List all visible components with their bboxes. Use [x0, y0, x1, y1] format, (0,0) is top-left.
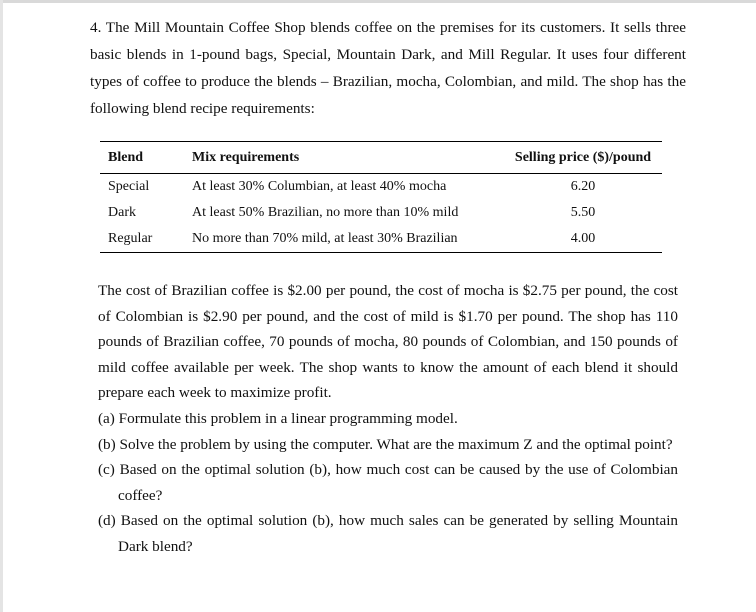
- left-border: [0, 0, 3, 612]
- question-text: Formulate this problem in a linear programming model.: [118, 409, 458, 427]
- question-d: [98, 508, 678, 559]
- header-blend: Blend: [108, 149, 144, 165]
- intro-paragraph: [90, 14, 686, 122]
- cell-blend: Special: [108, 179, 150, 194]
- table-row: [100, 200, 662, 226]
- cell-price: 6.20: [570, 179, 596, 194]
- cell-mix: No more than 70% mild, at least 30% Brazilian: [192, 231, 458, 246]
- question-label: (b): [98, 435, 116, 453]
- question-label: (d): [98, 512, 116, 530]
- question-text: Based on the optimal solution (b), how much cost can be caused by the use of Colombian coffee?: [118, 461, 679, 504]
- question-c: [98, 457, 678, 508]
- header-selling-price: Selling price ($)/pound: [514, 149, 652, 165]
- table-row: [100, 174, 662, 201]
- table-header-row: [100, 142, 662, 174]
- cell-price: 5.50: [570, 205, 596, 220]
- problem-body: [98, 278, 678, 560]
- blend-table: [100, 141, 662, 253]
- top-border: [0, 0, 756, 3]
- cell-mix: At least 50% Brazilian, no more than 10% mild: [192, 205, 459, 220]
- problem-intro: [90, 14, 686, 122]
- table-row: [100, 226, 662, 253]
- question-text: Based on the optimal solution (b), how much sales can be generated by selling Mountain Dark blend?: [118, 512, 679, 555]
- problem-number: 4.: [90, 19, 102, 36]
- question-b: [98, 432, 678, 458]
- question-label: (c): [98, 461, 115, 479]
- cell-price: 4.00: [570, 231, 596, 246]
- cell-blend: Regular: [108, 231, 153, 246]
- cost-paragraph: The cost of Brazilian coffee is $2.00 per pound, the cost of mocha is $2.75 per pound, the cost of Colombian is $2.90 per pound, and the cost of mild is $1.70 per pound. The shop has 110 pounds of Brazilian coffee, 70 pounds of mocha, 80 pounds of Colombian, and 150 pounds of mild coffee available per week. The shop wants to know the amount of each blend it should prepare each week to maximize profit.: [98, 282, 678, 402]
- header-mix-requirements: Mix requirements: [192, 149, 300, 165]
- question-text: Solve the problem by using the computer. What are the maximum Z and the optimal point?: [119, 435, 673, 453]
- cell-blend: Dark: [108, 205, 136, 220]
- intro-text: The Mill Mountain Coffee Shop blends coffee on the premises for its customers. It sells three basic blends in 1-pound bags, Special, Mountain Dark, and Mill Regular. It uses four different types of coffee to produce the blends – Brazilian, mocha, Colombian, and mild. The shop has the following blend recipe requirements:: [90, 19, 686, 117]
- question-a: [98, 406, 678, 432]
- cell-mix: At least 30% Columbian, at least 40% mocha: [192, 179, 447, 194]
- question-label: (a): [98, 409, 115, 427]
